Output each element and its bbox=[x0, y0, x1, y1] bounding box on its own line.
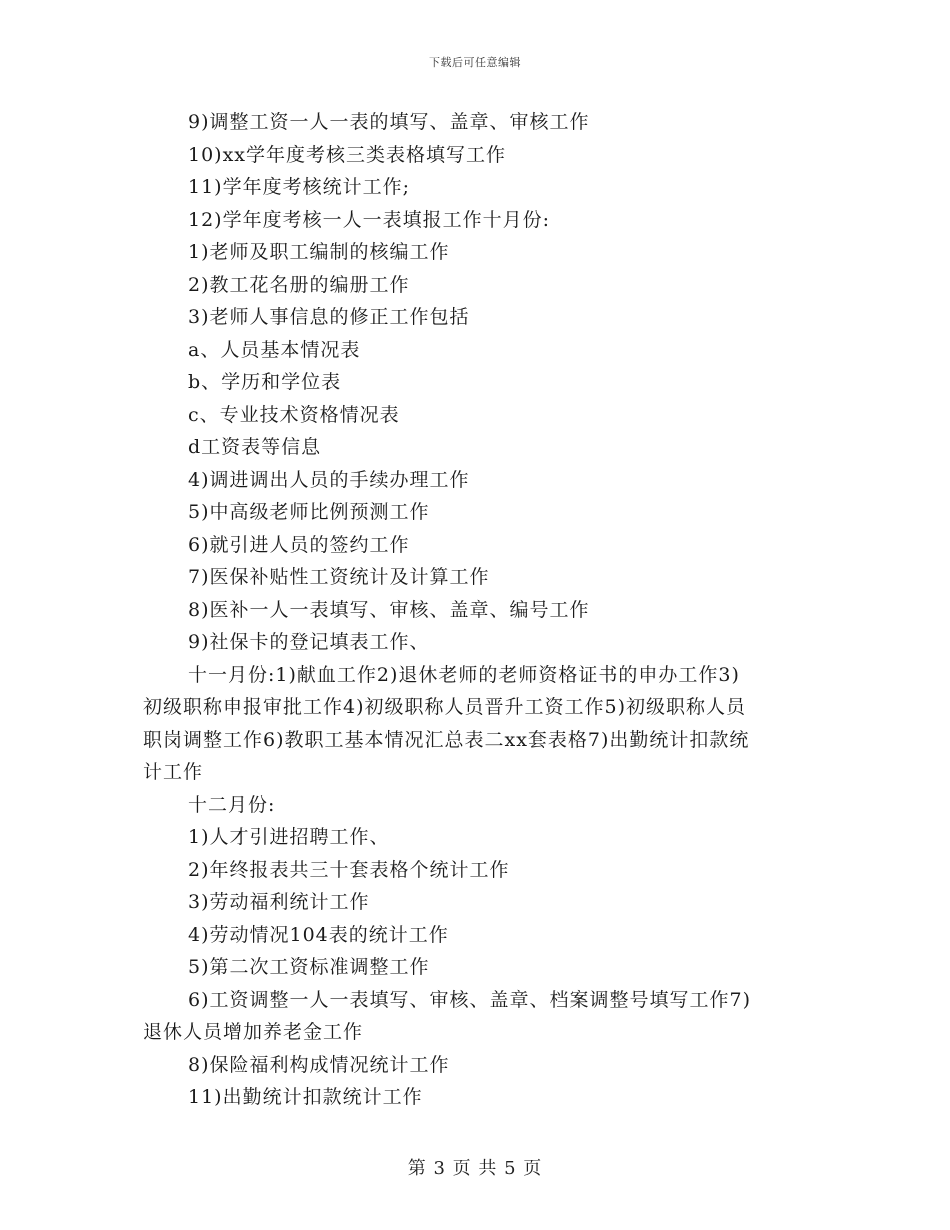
text-line: 2)年终报表共三十套表格个统计工作 bbox=[188, 858, 510, 881]
text-line: 职岗调整工作6)教职工基本情况汇总表二xx套表格7)出勤统计扣款统 bbox=[143, 728, 750, 751]
text-line: 10)xx学年度考核三类表格填写工作 bbox=[188, 143, 507, 166]
text-line: 3)老师人事信息的修正工作包括 bbox=[188, 306, 470, 328]
text-line: 4)调进调出人员的手续办理工作 bbox=[188, 468, 470, 491]
text-line: 十二月份: bbox=[188, 793, 276, 816]
text-line: 9)调整工资一人一表的填写、盖章、审核工作 bbox=[188, 111, 590, 133]
text-line: 5)中高级老师比例预测工作 bbox=[188, 501, 430, 523]
text-line: 初级职称申报审批工作4)初级职称人员晋升工资工作5)初级职称人员 bbox=[143, 696, 747, 718]
text-line: 11)学年度考核统计工作; bbox=[188, 176, 410, 198]
text-line: 4)劳动情况104表的统计工作 bbox=[188, 923, 449, 946]
page-number-footer: 第 3 页 共 5 页 bbox=[407, 1158, 543, 1179]
text-line: 1)老师及职工编制的核编工作 bbox=[188, 241, 450, 263]
text-line: 6)工资调整一人一表填写、审核、盖章、档案调整号填写工作7) bbox=[188, 988, 752, 1011]
text-line: 2)教工花名册的编册工作 bbox=[188, 273, 410, 296]
text-line: b、学历和学位表 bbox=[188, 371, 342, 393]
document-body bbox=[143, 106, 808, 1114]
text-line: 11)出勤统计扣款统计工作 bbox=[188, 1086, 423, 1108]
text-line: 1)人才引进招聘工作、 bbox=[188, 826, 390, 848]
text-line: d工资表等信息 bbox=[188, 436, 322, 458]
page-header: 下载后可任意编辑 bbox=[429, 56, 521, 69]
text-line: 9)社保卡的登记填表工作、 bbox=[188, 631, 430, 653]
text-line: 3)劳动福利统计工作 bbox=[188, 891, 370, 913]
text-line: c、专业技术资格情况表 bbox=[188, 403, 400, 426]
text-line: a、人员基本情况表 bbox=[188, 338, 361, 361]
text-line: 退休人员增加养老金工作 bbox=[143, 1021, 364, 1043]
text-line: 5)第二次工资标准调整工作 bbox=[188, 956, 430, 978]
text-line: 12)学年度考核一人一表填报工作十月份: bbox=[188, 208, 550, 231]
text-line: 计工作 bbox=[143, 761, 204, 783]
text-line: 十一月份:1)献血工作2)退休老师的老师资格证书的申办工作3) bbox=[188, 663, 740, 686]
text-line: 6)就引进人员的签约工作 bbox=[188, 533, 410, 556]
text-line: 8)保险福利构成情况统计工作 bbox=[188, 1053, 450, 1076]
text-line: 7)医保补贴性工资统计及计算工作 bbox=[188, 566, 490, 588]
text-line: 8)医补一人一表填写、审核、盖章、编号工作 bbox=[188, 598, 590, 621]
